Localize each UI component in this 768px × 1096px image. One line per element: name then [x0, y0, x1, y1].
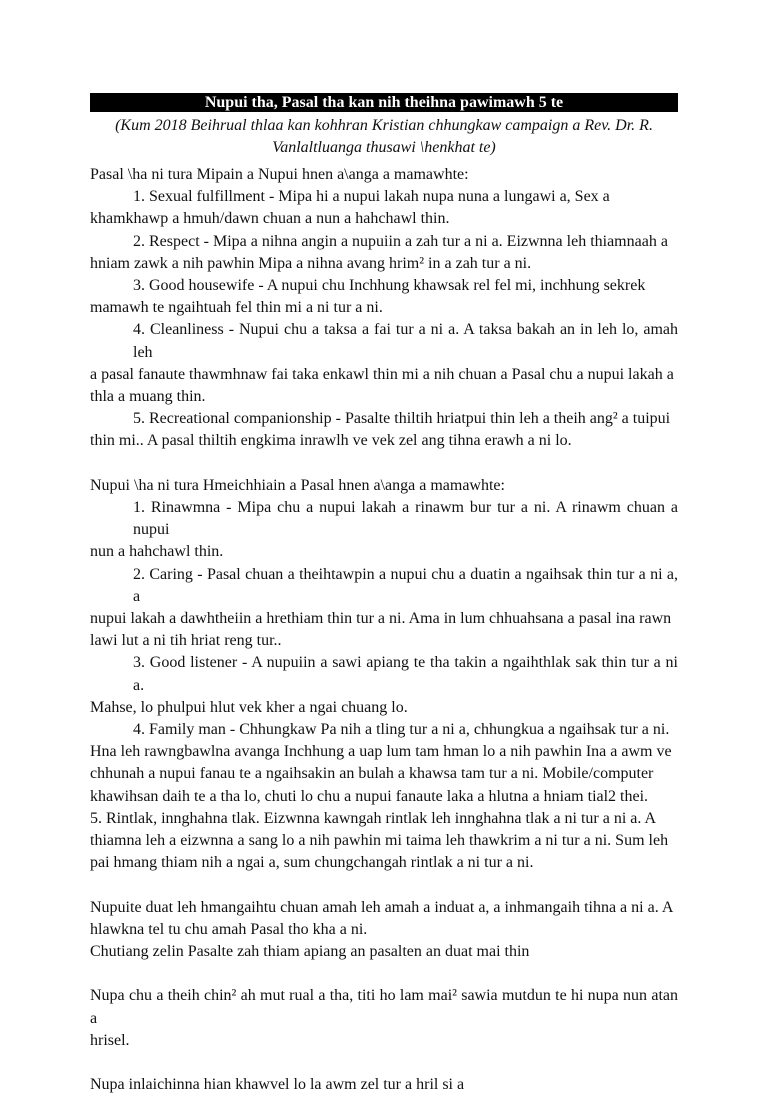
text-line: 1. Sexual fulfillment - Mipa hi a nupui lakah nupa nuna a lungawi a, Sex a	[133, 188, 610, 206]
document-header	[90, 93, 678, 159]
text-line: chhunah a nupui fanau te a ngaihsakin an bulah a khawsa tam tur a ni. Mobile/computer	[90, 765, 654, 783]
text-line: 5. Rintlak, innghahna tlak. Eizwnna kawngah rintlak leh innghahna tlak a ni tur a ni a. A	[90, 809, 657, 827]
text-line: Nupui \ha ni tura Hmeichhiain a Pasal hnen a\anga a mamawhte:	[90, 476, 505, 494]
text-line: 4. Family man - Chhungkaw Pa nih a tling tur a ni a, chhungkua a ngaihsak tur a ni.	[133, 721, 670, 739]
text-line: Nupa inlaichinna hian khawvel lo la awm zel tur a hril si a	[90, 1076, 465, 1094]
document-body	[90, 164, 678, 1096]
text-line: Nupa chu a theih chin² ah mut rual a tha, titi ho lam mai² sawia mutdun te hi nupa nun atan a	[90, 987, 678, 1027]
text-line: 2. Caring - Pasal chuan a theihtawpin a nupui chu a duatin a ngaihsak thin tur a ni a, a	[133, 565, 678, 605]
document-subtitle	[90, 115, 678, 159]
text-line: hlawkna tel tu chu amah Pasal tho kha a ni.	[90, 920, 368, 938]
text-line: 5. Recreational companionship - Pasalte thiltih hriatpui thin leh a theih ang² a tuipui	[133, 410, 671, 428]
blank-line	[90, 963, 678, 985]
text-line: khawihsan daih te a tha lo, chuti lo chu a nupui fanaute laka a hlutna a hniam tial2 thei.	[90, 787, 649, 805]
blank-line	[90, 874, 678, 896]
text-line: pai hmang thiam nih a ngai a, sum chungchangah rintlak a ni tur a ni.	[90, 854, 534, 872]
blank-line	[90, 1052, 678, 1074]
text-line: 2. Respect - Mipa a nihna angin a nupuiin a zah tur a ni a. Eizwnna leh thiamnaah a	[133, 232, 668, 250]
text-line: 3. Good listener - A nupuiin a sawi apiang te tha takin a ngaihthlak sak thin tur a ni a.	[133, 654, 678, 694]
text-line: lawi lut a ni tih hriat reng tur..	[90, 632, 282, 650]
text-line: a pasal fanaute thawmhnaw fai taka enkawl thin mi a nih chuan a Pasal chu a nupui lakah a	[90, 365, 674, 383]
text-line: hrisel.	[90, 1031, 130, 1049]
text-line: nupui lakah a dawhtheiin a hrethiam thin tur a ni. Ama in lum chhuahsana a pasal ina rawn	[90, 610, 672, 628]
text-line: hniam zawk a nih pawhin Mipa a nihna avang hrim² in a zah tur a ni.	[90, 254, 532, 272]
document-title: Nupui tha, Pasal tha kan nih theihna pawimawh 5 te	[90, 93, 678, 112]
text-line: 3. Good housewife - A nupui chu Inchhung khawsak rel fel mi, inchhung sekrek	[133, 277, 646, 295]
text-line: Pasal \ha ni tura Mipain a Nupui hnen a\anga a mamawhte:	[90, 166, 469, 183]
text-line: Mahse, lo phulpui hlut vek kher a ngai chuang lo.	[90, 698, 408, 716]
text-line: mamawh te ngaihtuah fel thin mi a ni tur a ni.	[90, 299, 383, 317]
text-line: Nupuite duat leh hmangaihtu chuan amah leh amah a induat a, a inhmangaih tihna a ni a. A	[90, 898, 674, 916]
text-line: Chutiang zelin Pasalte zah thiam apiang an pasalten an duat mai thin	[90, 943, 530, 961]
text-line: 4. Cleanliness - Nupui chu a taksa a fai tur a ni a. A taksa bakah an in leh lo, amah leh	[133, 321, 678, 361]
text-line: nun a hahchawl thin.	[90, 543, 224, 561]
subtitle-line: Vanlaltluanga thusawi \henkhat te)	[272, 139, 496, 157]
blank-line	[90, 453, 678, 475]
text-line: Hna leh rawngbawlna avanga Inchhung a uap lum tam hman lo a nih pawhin Ina a awm ve	[90, 743, 672, 761]
text-line: thiamna leh a eizwnna a sang lo a nih pawhin mi taima leh thawkrim a ni tur a ni. Sum leh	[90, 832, 669, 850]
text-line: thla a muang thin.	[90, 388, 206, 406]
text-line: 1. Rinawmna - Mipa chu a nupui lakah a rinawm bur tur a ni. A rinawm chuan a nupui	[133, 499, 678, 539]
text-line: khamkhawp a hmuh/dawn chuan a nun a hahchawl thin.	[90, 210, 450, 228]
text-line: thin mi.. A pasal thiltih engkima inrawlh ve vek zel ang tihna erawh a ni lo.	[90, 432, 572, 450]
subtitle-line: (Kum 2018 Beihrual thlaa kan kohhran Kristian chhungkaw campaign a Rev. Dr. R.	[115, 117, 653, 134]
